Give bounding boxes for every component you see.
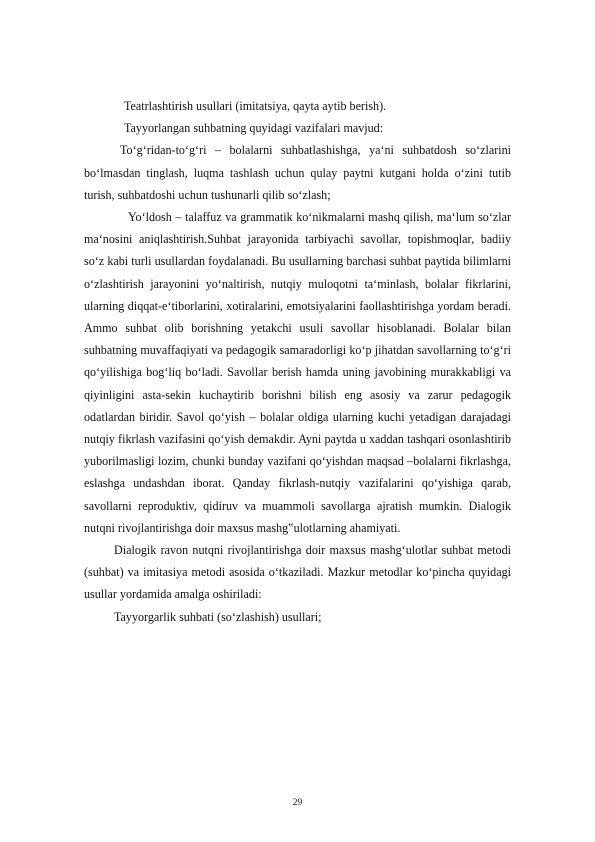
paragraph-accompanying-task: Yo‘ldosh – talaffuz va grammatik ko‘nikmalarni mashq qilish, ma‘lum so‘zlar ma‘nosini aniqlashtirish.Suhbat jarayonida tarbiyachi savollar, topishmoqlar, badiiy so‘z kabi turli usullardan foydalanadi. Bu usullarning barchasi suhbat paytida bilimlarni o‘zlashtirish jarayonini yo‘naltirish, nutqiy muloqotni ta‘minlash, bolalar fikrlarini, ularning diqqat-e‘tiborlarini, xotiralarini, emotsiyalarini faollashtirishga yordam beradi. Ammo suhbat olib borishning yetakchi usuli savollar hisoblanadi. Bolalar bilan suhbatning muvaffaqiyati va pedagogik samaradorligi ko‘p jihatdan savollarning to‘g‘ri qo‘yilishiga bog‘liq bo‘ladi. Savollar berish hamda uning javobining murakkabligi va qiyinligini asta-sekin kuchaytirib borishni bilish eng asosiy va zarur pedagogik odatlardan biridir. Savol qo‘yish – bolalar oldiga ularning kuchi yetadigan darajadagi nutqiy fikrlash vazifasini qo‘yish demakdir. Ayni paytda u xaddan tashqari osonlashtirib yuborilmasligi lozim, chunki bunday vazifani qo‘yishdan maqsad –bolalarni fikrlashga, eslashga undashdan iborat. Qanday fikrlash-nutqiy vazifalarini qo‘yishiga qarab, savollarni reproduktiv, qidiruv va muammoli savollarga ajratish mumkin. Dialogik nutqni rivojlantirishga doir maxsus mashg‟ulotlarning ahamiyati. (84, 210, 511, 535)
paragraph-preparation-methods: Tayyorgarlik suhbati (so‘zlashish) usullari; (114, 609, 322, 624)
page-number: 29 (292, 798, 303, 808)
paragraph-theatrical-methods: Teatrlashtirish usullari (imitatsiya, qayta aytib berish). (124, 99, 387, 113)
body-text (84, 95, 511, 628)
paragraph-prepared-conversation: Tayyorlangan suhbatning quyidagi vazifalari mavjud: (124, 121, 384, 136)
paragraph-dialogic-speech: Dialogik ravon nutqni rivojlantirishga doir maxsus mashg‘ulotlar suhbat metodi (suhbat) va imitasiya metodi asosida o‘tkaziladi. Mazkur metodlar ko‘pincha quyidagi usullar yordamida amalga oshiriladi: (84, 543, 511, 602)
paragraph-direct-task: To‘g‘ridan-to‘g‘ri – bolalarni suhbatlashishga, ya‘ni suhbatdosh so‘zlarini bo‘lmasdan tinglash, luqma tashlash uchun qulay paytni kutgani holda o‘zini tutib turish, suhbatdoshi uchun tushunarli qilib so‘zlash; (84, 143, 511, 202)
